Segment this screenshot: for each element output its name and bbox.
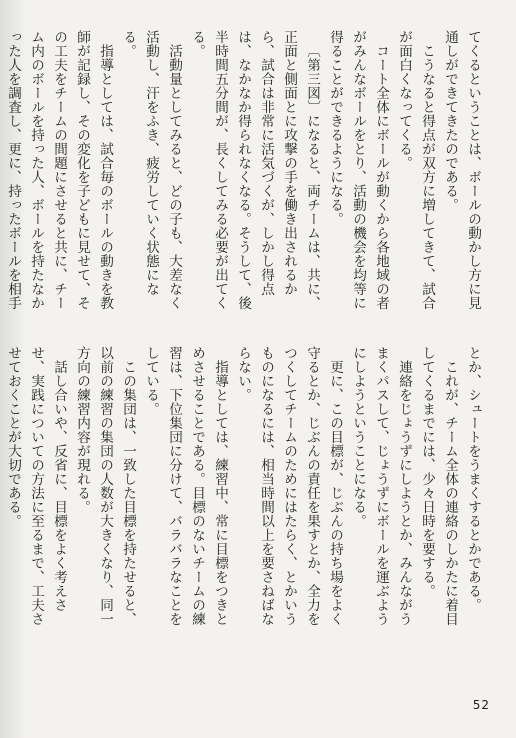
paragraph: 〔第三図〕になると、両チームは、共に、正面と側面とに攻撃の手を働き出されるから、試合は非常に活気づくが、しかし得点は、なかなか得られなくなる。そうして、後半時間五分間が、長くしてみる必要が出てくる。 [189,30,320,310]
paragraph: 指導としては、試合毎のボールの動きを教師が記録し、その変化を子どもに見せて、その工夫をチームの間題にさせると共に、チーム内のボールを持った人、ボールを持たなかった人を調査し、更に、持ったボールを相手 [5,30,113,310]
text-block-top [5,30,484,318]
page-number: 52 [472,698,490,712]
paragraph: とか、シュートをうまくするとかである。 [465,346,481,612]
paragraph: てくるということは、ボールの動かし方に見通しができてきたのである。 [442,30,481,310]
paragraph: 更に、この目標が、じぶんの持ち場をよく守るとか、じぶんの責任を果すとか、全力をつくしてチームのためにはたらく、とかいうものになるには、相当時間以上を要さねばならない。 [235,346,343,626]
paragraph: 話し合いや、反省に、目標をよく考えさせ、実践についての方法に至るまで、工夫させておくことが大切である。 [5,346,67,626]
paragraph: 活動量としてみると、どの子も、大差なく活動し、汗をふき、疲労していく状態になる。 [120,30,182,310]
text-block-bottom [5,346,484,626]
paragraph: こうなると得点が双方に増してきて、試合が面白くなってくる。 [396,30,435,310]
paragraph: 連絡をじょうずにしようとか、みんながうまくパスして、じょうずにボールを運ぶようにしようということになる。 [350,346,412,626]
paragraph: これが、チーム全体の連絡のしかたに着目してくるまでには、少々日時を要する。 [419,346,458,626]
paragraph: コート全体にボールが動くから各地域の者がみんなボールをとり、活動の機会を均等に得ることができるようになる。 [327,30,389,310]
paragraph: この集団は、一致した目標を持たせると、以前の練習の集団の人数が大きくなり、同一方向の練習内容が現れる。 [74,346,136,626]
paragraph: 指導としては、練習中、常に目標をつきとめさせることである。目標のないチームの練習は、下位集団に分けて、バラバラなことをしている。 [143,346,228,626]
